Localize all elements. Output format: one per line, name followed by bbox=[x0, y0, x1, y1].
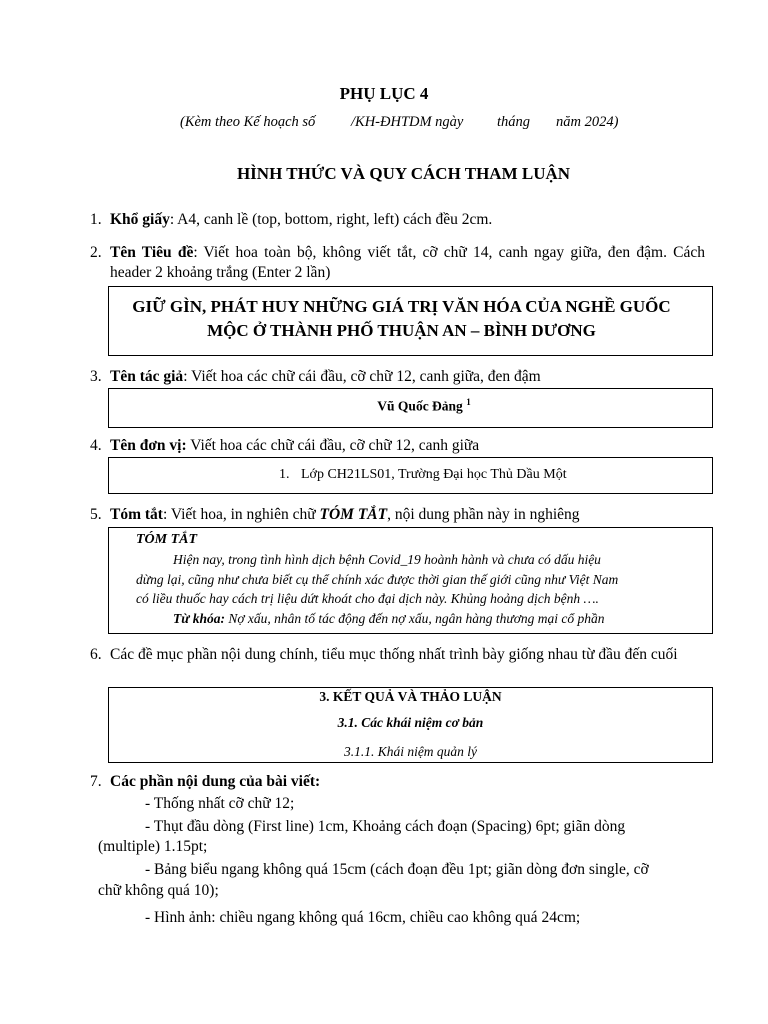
example-abstract-line-2: dừng lại, cũng như chưa biết cụ thể chính xác được thời gian thế giới cũng như Việt Nam bbox=[136, 571, 619, 587]
bullet-image: - Hình ảnh: chiều ngang không quá 16cm, chiều cao không quá 24cm; bbox=[145, 909, 581, 926]
example-section-2: 3.1. Các khái niệm cơ bản bbox=[337, 715, 484, 730]
author-example-box bbox=[108, 388, 713, 428]
item-6: 6. Các đề mục phần nội dung chính, tiểu mục thống nhất trình bày giống nhau từ đầu đến cuối bbox=[90, 646, 678, 663]
title-example-box bbox=[108, 286, 713, 356]
note-part-1: (Kèm theo Kế hoạch số bbox=[180, 114, 316, 130]
item-7: 7. Các phần nội dung của bài viết: bbox=[90, 773, 321, 790]
example-unit-num: 1. bbox=[279, 467, 290, 482]
main-title: HÌNH THỨC VÀ QUY CÁCH THAM LUẬN bbox=[236, 164, 571, 183]
example-unit: Lớp CH21LS01, Trường Đại học Thủ Dầu Một bbox=[301, 467, 567, 482]
item-4: 4. Tên đơn vị: Viết hoa các chữ cái đầu, cỡ chữ 12, canh giữa bbox=[90, 437, 480, 454]
item-3: 3. Tên tác giả: Viết hoa các chữ cái đầu, cỡ chữ 12, canh giữa, đen đậm bbox=[90, 368, 541, 385]
example-author-sup: 1 bbox=[466, 397, 471, 407]
bullet-indent-line-1: - Thụt đầu dòng (First line) 1cm, Khoảng cách đoạn (Spacing) 6pt; giãn dòng bbox=[145, 818, 626, 835]
item-2: 2. Tên Tiêu đề: Viết hoa toàn bộ, không viết tắt, cỡ chữ 14, canh ngay giữa, đen đậm. Cách header 2 khoảng trắng (Enter 2 lần) bbox=[90, 244, 705, 281]
sections-example-box bbox=[108, 687, 713, 763]
item-1: 1. Khổ giấy: A4, canh lề (top, bottom, right, left) cách đều 2cm. bbox=[90, 211, 493, 228]
bullet-indent-line-2: (multiple) 1.15pt; bbox=[98, 838, 208, 855]
example-keywords: Từ khóa: Nợ xấu, nhân tố tác động đến nợ xấu, ngân hàng thương mại cổ phần bbox=[173, 610, 605, 626]
example-abstract-line-3: có liều thuốc hay cách trị liệu dứt khoát cho đại dịch này. Khủng hoảng dịch bệnh …. bbox=[136, 591, 599, 606]
example-section-1: 3. KẾT QUẢ VÀ THẢO LUẬN bbox=[319, 689, 502, 704]
appendix-title: PHỤ LỤC 4 bbox=[339, 84, 429, 103]
unit-example-box bbox=[108, 457, 713, 494]
item-5: 5. Tóm tắt: Viết hoa, in nghiên chữ TÓM TẮT, nội dung phần này in nghiêng bbox=[90, 506, 580, 523]
example-section-3: 3.1.1. Khái niệm quản lý bbox=[343, 744, 478, 759]
bullet-table-line-2: chữ không quá 10); bbox=[98, 882, 219, 899]
example-title-line-2: MỘC Ở THÀNH PHỐ THUẬN AN – BÌNH DƯƠNG bbox=[207, 321, 596, 340]
note-part-3: tháng bbox=[497, 114, 531, 130]
bullet-font-size: - Thống nhất cỡ chữ 12; bbox=[145, 795, 295, 812]
example-abstract-heading: TÓM TẮT bbox=[136, 532, 198, 547]
example-title-line-1: GIỮ GÌN, PHÁT HUY NHỮNG GIÁ TRỊ VĂN HÓA CỦA NGHỀ GUỐC bbox=[132, 297, 671, 316]
note-part-2: /KH-ĐHTDM ngày bbox=[351, 114, 464, 130]
note-part-4: năm 2024) bbox=[556, 114, 619, 130]
abstract-example-box bbox=[108, 527, 713, 634]
bullet-table-line-1: - Bảng biểu ngang không quá 15cm (cách đoạn đều 1pt; giãn dòng đơn single, cỡ bbox=[145, 861, 649, 878]
example-abstract-line-1: Hiện nay, trong tình hình dịch bệnh Covid_19 hoành hành và chưa có dấu hiệu bbox=[173, 552, 601, 567]
example-author: Vũ Quốc Đảng bbox=[377, 398, 463, 414]
